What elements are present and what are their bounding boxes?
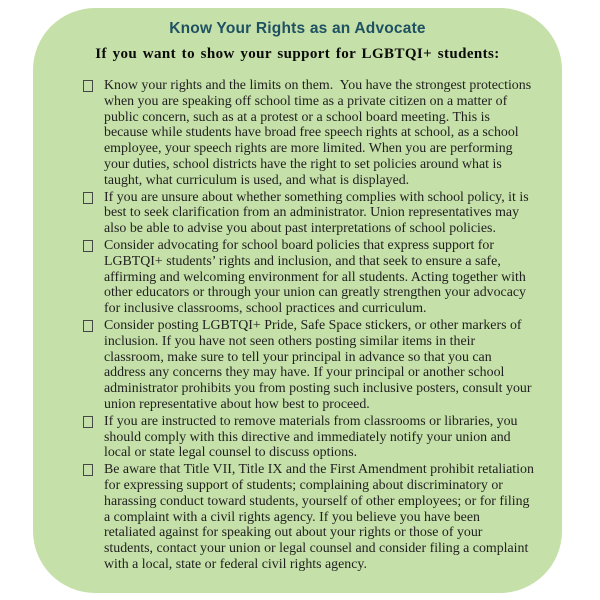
empty-checkbox-icon — [83, 240, 93, 252]
empty-checkbox-icon — [83, 320, 93, 332]
card-title: Know Your Rights as an Advocate — [169, 20, 426, 37]
empty-checkbox-icon — [83, 192, 93, 204]
empty-checkbox-icon — [83, 464, 93, 476]
list-item-text: Consider advocating for school board policies that express support for LGBTQI+ students’ rights and inclusion, and that seek to ensure a safe, affirming and welcoming environment for all students. Acting together with other educators or through your union can greatly strengthen your advocacy for inclusive classrooms, school practices and curriculum. — [104, 237, 530, 317]
list-item — [83, 238, 534, 317]
list-item — [83, 78, 534, 189]
list-item — [83, 462, 538, 573]
empty-checkbox-icon — [83, 416, 93, 428]
list-item — [83, 190, 534, 237]
list-item — [83, 414, 534, 461]
card-subtitle: If you want to show your support for LGBTQI+ students: — [95, 46, 500, 62]
list-item-text: Know your rights and the limits on them. You have the strongest protections when you are speaking off school time as a private citizen on a matter of public concern, such as at a protest or a school board meeting. This is because while students have broad free speech rights at school, as a school employee, your speech rights are more limited. When you are performing your duties, school districts have the right to set policies around what is taught, what curriculum is used, and what is displayed. — [104, 78, 535, 188]
advocacy-rights-card — [33, 8, 562, 593]
empty-checkbox-icon — [83, 80, 93, 92]
list-item-text: Consider posting LGBTQI+ Pride, Safe Space stickers, or other markers of inclusion. If you have not seen others posting similar items in their classroom, make sure to tell your principal in advance so that you can address any concerns they may have. If your principal or another school administrator prohibits you from posting such inclusive posters, consult your union representative about how best to proceed. — [104, 317, 535, 412]
list-item — [83, 318, 534, 413]
list-item-text: If you are instructed to remove materials from classrooms or libraries, you should comply with this directive and immediately notify your union and local or state legal counsel to discuss options. — [104, 413, 521, 461]
list-item-text: Be aware that Title VII, Title IX and the First Amendment prohibit retaliation for expressing support of students; complaining about discriminatory or harassing conduct toward students, yourself of other employees; or for filing a complaint with a civil rights agency. If you believe you have been retaliated against for speaking out about your rights or those of your students, contact your union or legal counsel and consider filing a complaint with a local, state or federal civil rights agency. — [104, 462, 538, 572]
advice-list — [83, 78, 538, 573]
list-item-text: If you are unsure about whether something complies with school policy, it is best to seek clarification from an administrator. Union representatives may also be able to advise you about past interpretations of school policies. — [104, 189, 533, 237]
